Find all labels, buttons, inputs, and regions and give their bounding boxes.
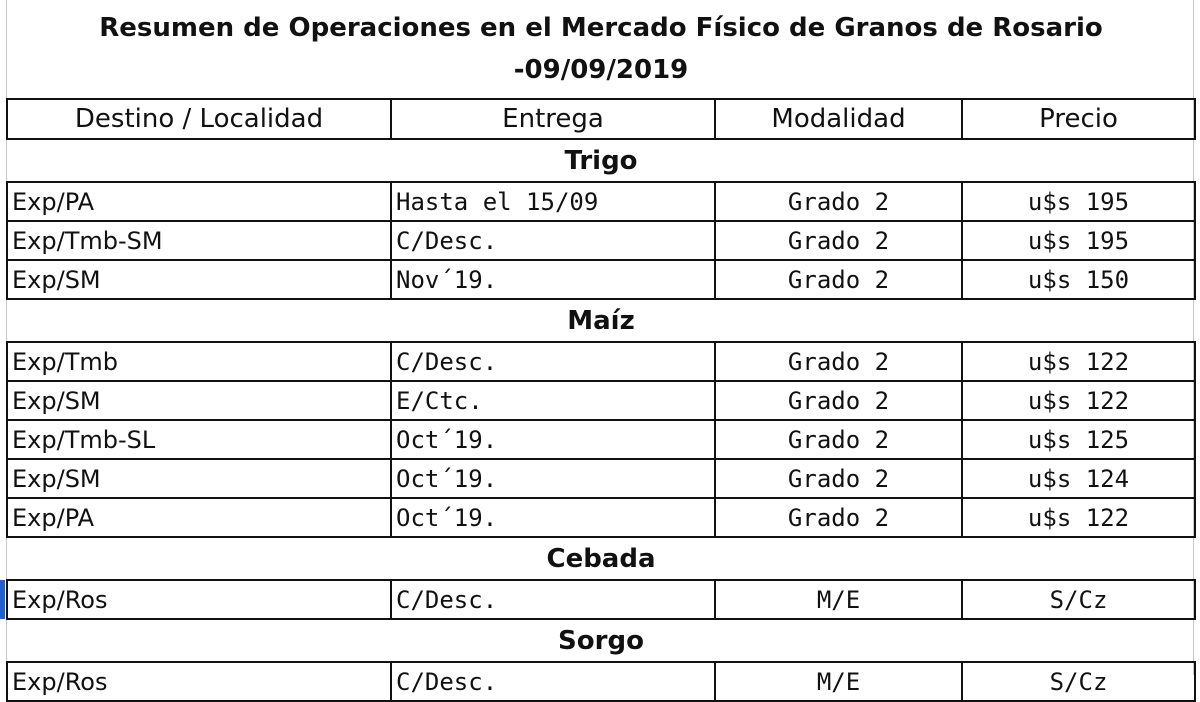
cell-modalidad[interactable]: Grado 2 (715, 420, 962, 459)
cell-modalidad[interactable]: Grado 2 (715, 260, 962, 299)
cell-precio[interactable]: u$s 150 (962, 260, 1195, 299)
cell-precio[interactable]: u$s 124 (962, 459, 1195, 498)
table-row (7, 182, 1195, 221)
table-title[interactable] (7, 0, 1195, 99)
cell-entrega[interactable]: Oct´19. (391, 498, 715, 537)
cell-destino[interactable]: Exp/SM (7, 459, 391, 498)
table-row (7, 498, 1195, 537)
cell-entrega[interactable]: Nov´19. (391, 260, 715, 299)
table-row (7, 459, 1195, 498)
cell-modalidad[interactable]: Grado 2 (715, 381, 962, 420)
table-row (7, 342, 1195, 381)
section-title[interactable]: Trigo (7, 139, 1195, 182)
cell-entrega[interactable]: Oct´19. (391, 420, 715, 459)
cell-precio[interactable]: S/Cz (962, 662, 1195, 701)
cell-modalidad[interactable]: Grado 2 (715, 342, 962, 381)
cell-precio[interactable]: u$s 195 (962, 182, 1195, 221)
selected-cell-marker (0, 580, 5, 619)
header-precio[interactable]: Precio (962, 99, 1195, 139)
cell-entrega[interactable]: C/Desc. (391, 662, 715, 701)
cell-modalidad[interactable]: Grado 2 (715, 459, 962, 498)
section-row-trigo (7, 139, 1195, 182)
cell-entrega[interactable]: E/Ctc. (391, 381, 715, 420)
table-row (7, 381, 1195, 420)
cell-destino[interactable]: Exp/Ros (7, 662, 391, 701)
cell-precio[interactable]: u$s 122 (962, 381, 1195, 420)
header-row (7, 99, 1195, 139)
cell-destino[interactable]: Exp/SM (7, 381, 391, 420)
section-title[interactable]: Cebada (7, 537, 1195, 580)
cell-modalidad[interactable]: M/E (715, 662, 962, 701)
cell-entrega[interactable]: C/Desc. (391, 342, 715, 381)
cell-modalidad[interactable]: Grado 2 (715, 182, 962, 221)
header-destino[interactable]: Destino / Localidad (7, 99, 391, 139)
grain-market-table (6, 0, 1196, 702)
cell-destino[interactable]: Exp/Ros (7, 580, 391, 619)
cell-destino[interactable]: Exp/Tmb-SL (7, 420, 391, 459)
cell-precio[interactable]: u$s 125 (962, 420, 1195, 459)
table-row (7, 420, 1195, 459)
cell-precio[interactable]: u$s 122 (962, 498, 1195, 537)
section-title[interactable]: Sorgo (7, 619, 1195, 662)
cell-modalidad[interactable]: Grado 2 (715, 221, 962, 260)
cell-destino[interactable]: Exp/Tmb (7, 342, 391, 381)
cell-modalidad[interactable]: M/E (715, 580, 962, 619)
section-row-maiz (7, 299, 1195, 342)
cell-precio[interactable]: u$s 195 (962, 221, 1195, 260)
cell-destino[interactable]: Exp/PA (7, 498, 391, 537)
cell-modalidad[interactable]: Grado 2 (715, 498, 962, 537)
table-row (7, 221, 1195, 260)
header-entrega[interactable]: Entrega (391, 99, 715, 139)
table-row (7, 260, 1195, 299)
title-line-1: Resumen de Operaciones en el Mercado Físico de Granos de Rosario (99, 13, 1103, 43)
cell-precio[interactable]: u$s 122 (962, 342, 1195, 381)
section-row-sorgo (7, 619, 1195, 662)
title-line-2: -09/09/2019 (513, 55, 689, 85)
cell-precio[interactable]: S/Cz (962, 580, 1195, 619)
cell-entrega[interactable]: Oct´19. (391, 459, 715, 498)
cell-entrega[interactable]: C/Desc. (391, 580, 715, 619)
title-row (7, 0, 1195, 99)
cell-destino[interactable]: Exp/Tmb-SM (7, 221, 391, 260)
cell-entrega[interactable]: Hasta el 15/09 (391, 182, 715, 221)
cell-destino[interactable]: Exp/SM (7, 260, 391, 299)
section-title[interactable]: Maíz (7, 299, 1195, 342)
section-row-cebada (7, 537, 1195, 580)
cell-entrega[interactable]: C/Desc. (391, 221, 715, 260)
table-row (7, 662, 1195, 701)
cell-destino[interactable]: Exp/PA (7, 182, 391, 221)
table-row (7, 580, 1195, 619)
header-modalidad[interactable]: Modalidad (715, 99, 962, 139)
